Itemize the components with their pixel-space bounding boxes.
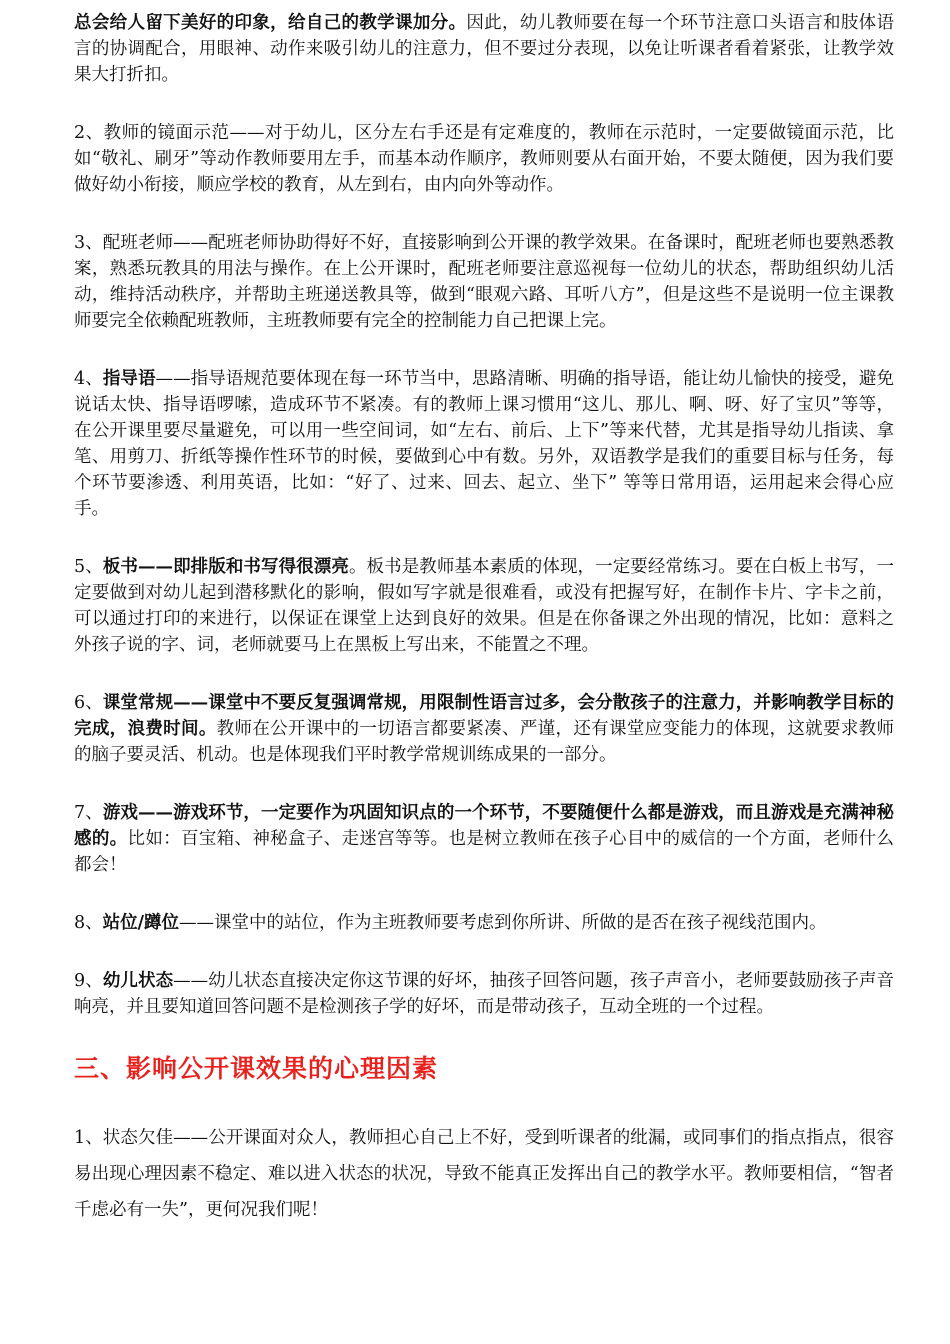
paragraph-games xyxy=(74,800,894,878)
paragraph-bold: 课堂常规——课堂中不要反复强调常规，用限制性语言过多，会分散孩子的注意力，并影响教学目标的完成，浪费时间。 xyxy=(74,693,894,739)
paragraph-prefix: 9、 xyxy=(74,971,103,991)
paragraph-bold: 站位/蹲位 xyxy=(102,913,180,933)
paragraph-prefix: 5、 xyxy=(74,557,103,577)
document-page xyxy=(74,10,894,1260)
paragraph-mirror-demo xyxy=(74,120,894,198)
paragraph-text: 教师在公开课中的一切语言都要紧凑、严谨，还有课堂应变能力的体现，这就要求教师的脑子要灵活、机动。也是体现我们平时教学常规训练成果的一部分。 xyxy=(74,719,895,765)
paragraph-bold: 指导语 xyxy=(102,369,156,389)
paragraph-child-state xyxy=(74,968,894,1020)
paragraph-text: ——幼儿状态直接决定你这节课的好坏，抽孩子回答问题，孩子声音小，老师要鼓励孩子声音响亮，并且要知道回答问题不是检测孩子学的好坏，而是带动孩子，互动全班的一个过程。 xyxy=(74,971,894,1017)
paragraph-classroom-routine xyxy=(74,690,894,768)
paragraph-text: 因此，幼儿教师要在每一个环节注意口头语言和肢体语言的协调配合，用眼神、动作来吸引幼儿的注意力，但不要过分表现，以免让听课者看着紧张，让教学效果大打折扣。 xyxy=(74,13,895,85)
paragraph-text: 公开课面对众人，教师担心自己上不好，受到听课者的纰漏，或同事们的指点指点，很容易出现心理因素不稳定、难以进入状态的状况，导致不能真正发挥出自己的教学水平。教师要相信，“智者千虑必有一失”，更何况我们呢！ xyxy=(74,1128,894,1220)
paragraph-bold: 游戏——游戏环节，一定要作为巩固知识点的一个环节，不要随便什么都是游戏，而且游戏是充满神秘感的。 xyxy=(74,803,894,849)
paragraph-bold: 板书——即排版和书写得很漂亮 xyxy=(102,557,349,577)
paragraph-prefix: 7、 xyxy=(74,803,103,823)
paragraph-bold: 总会给人留下美好的印象，给自己的教学课加分。 xyxy=(74,13,467,33)
paragraph-poor-state xyxy=(74,1120,894,1228)
paragraph-text: 对于幼儿，区分左右手还是有定难度的，教师在示范时，一定要做镜面示范，比如“敬礼、刷牙”等动作教师要用左手，而基本动作顺序，教师则要从右面开始，不要太随便，因为我们要做好幼小衔接，顺应学校的教育，从左到右，由内向外等动作。 xyxy=(74,123,895,195)
paragraph-assistant-teacher xyxy=(74,230,894,334)
paragraph-prefix: 3、配班老师—— xyxy=(74,233,209,253)
paragraph-text: 。板书是教师基本素质的体现，一定要经常练习。要在白板上书写，一定要做到对幼儿起到潜移默化的影响，假如写字就是很难看，或没有把握写好，在制作卡片、字卡之前，可以通过打印的来进行，以保证在课堂上达到良好的效果。但是在你备课之外出现的情况，比如：意料之外孩子说的字、词，老师就要马上在黑板上写出来，不能置之不理。 xyxy=(74,557,895,655)
paragraph-prefix: 2、教师的镜面示范—— xyxy=(74,123,265,143)
paragraph-text: 比如：百宝箱、神秘盒子、走迷宫等等。也是树立教师在孩子心目中的威信的一个方面，老师什么都会！ xyxy=(74,829,894,875)
paragraph-text: ——指导语规范要体现在每一环节当中，思路清晰、明确的指导语，能让幼儿愉快的接受，避免说话太快、指导语啰嗦，造成环节不紧凑。有的教师上课习惯用“这儿、那儿、啊、呀、好了宝贝”等等，在公开课里要尽量避免，可以用一些空间词，如“左右、前后、上下”等来代替，尤其是指导幼儿指读、拿笔、用剪刀、折纸等操作性环节的时候，要做到心中有数。另外，双语教学是我们的重要目标与任务，每个环节要渗透、利用英语，比如：“好了、过来、回去、起立、坐下” 等等日常用语，运用起来会得心应手。 xyxy=(74,369,895,519)
paragraph-prefix: 4、 xyxy=(74,369,103,389)
paragraph-prefix: 1、状态欠佳—— xyxy=(74,1128,209,1148)
paragraph-blackboard xyxy=(74,554,894,658)
paragraph-prefix: 8、 xyxy=(74,913,103,933)
paragraph-standing-position xyxy=(74,910,894,936)
paragraph-prefix: 6、 xyxy=(74,693,103,713)
paragraph-text: ——课堂中的站位，作为主班教师要考虑到你所讲、所做的是否在孩子视线范围内。 xyxy=(179,913,827,933)
paragraph-bold: 幼儿状态 xyxy=(102,971,174,991)
paragraph-text: 配班老师协助得好不好，直接影响到公开课的教学效果。在备课时，配班老师也要熟悉教案，熟悉玩教具的用法与操作。在上公开课时，配班老师要注意巡视每一位幼儿的状态，帮助组织幼儿活动，维持活动秩序，并帮助主班递送教具等，做到“眼观六路、耳听八方”，但是这些不是说明一位主课教师要完全依赖配班教师，主班教师要有完全的控制能力自己把课上完。 xyxy=(74,233,894,331)
paragraph-instructions xyxy=(74,366,894,522)
section-heading: 三、影响公开课效果的心理因素 xyxy=(74,1054,439,1083)
paragraph-intro xyxy=(74,10,894,88)
